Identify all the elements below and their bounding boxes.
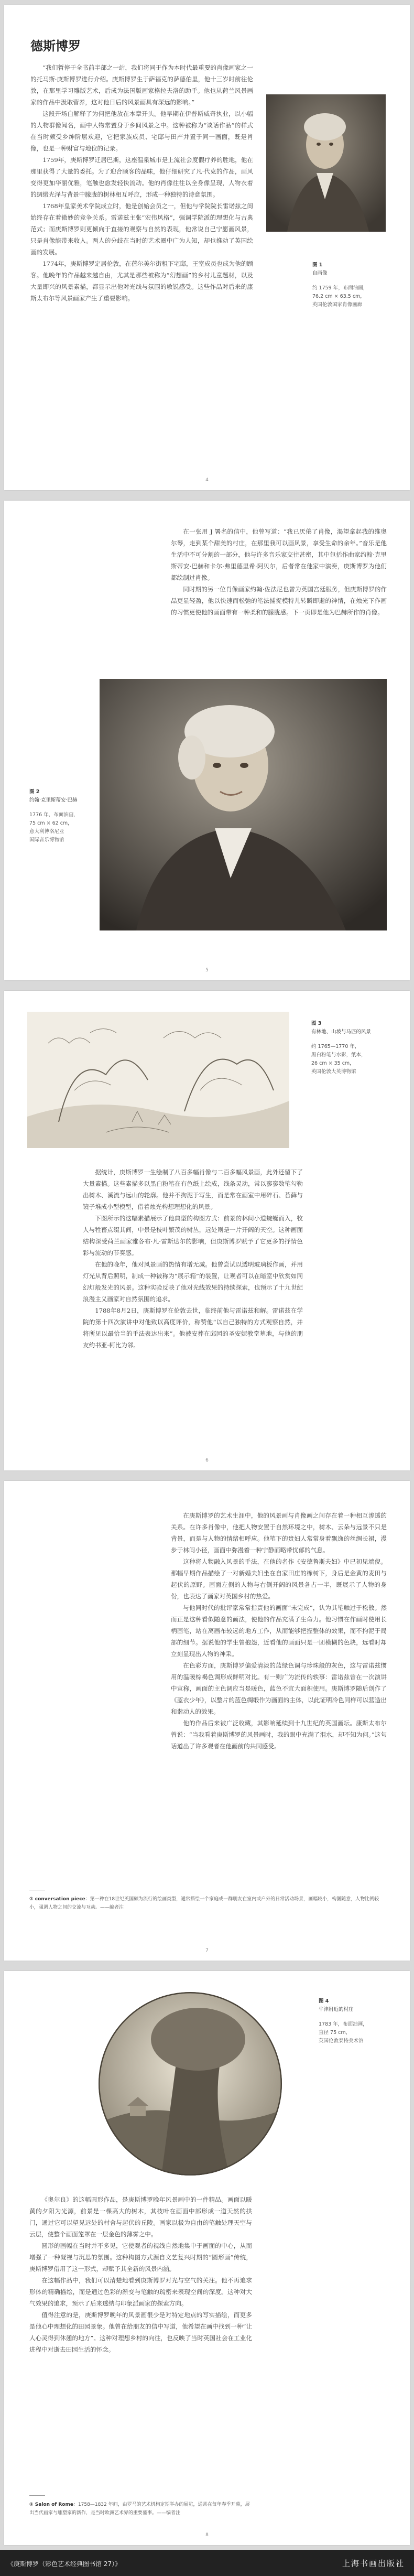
paragraph: 这种将人物融入风景的手法，在他的名作《安德鲁斯夫妇》中已初见端倪。那幅早期作品描绘了一对新婚夫妇坐在自家田庄的橡树下，身后是金黄的麦田与起伏的原野。画面左侧的人物与右侧开阔的风景各占一半，既展示了人物的身份，也表达了画家对英国乡村的热爱。	[171, 1558, 387, 1600]
footer-bar	[0, 2550, 414, 2576]
footnote-rule	[29, 2495, 45, 2496]
paragraph: 值得注意的是，庚斯博罗晚年的风景画很少是对特定地点的写实描绘，而更多是他心中理想化的田园景象。他曾在给朋友的信中写道，他希望在画中找到一种“让人心灵得到休憩的地方”。这种对理想乡村的向往，也反映了当时英国社会在工业化进程中对逝去田园生活的怀念。	[29, 2311, 252, 2353]
figure-meta: 1783 年，布面油画，	[319, 2021, 368, 2027]
figure-meta: 1776 年，布面油画，	[29, 812, 79, 818]
paragraph: 下图所示的这幅素描展示了他典型的构图方式：前景的林间小道蜿蜒而入，牧人与牲畜点缀其间，中景是枝叶繁茂的树丛，远处则是一片开阔的天空。这种画面结构深受荷兰画家雅各布·凡·雷斯达尔的影响，但庚斯博罗赋予了它更多的抒情色彩与流动的节奏感。	[83, 1215, 303, 1257]
figure-meta: 约 1765—1770 年，	[311, 1044, 360, 1049]
page-5	[4, 1971, 410, 2545]
paragraph: 《奥尔良》的这幅圆形作品，是庚斯博罗晚年风景画中的一件精品。画面以暖黄的夕阳为光源，前景是一棵高大的树木，其枝叶在画面中部形成一道天然的拱门，通过它可以望见远处的村舍与起伏的丘陵。画家以极为自由的笔触处理天空与云层，使整个画面笼罩在一层金色的薄雾之中。	[29, 2196, 252, 2238]
page-number: 6	[205, 1458, 209, 1463]
body-text	[171, 526, 387, 665]
paragraph: 在这幅作品中，我们可以清楚地看到庚斯博罗对光与空气的关注。他不再追求形体的精确描绘，而是通过色彩的渐变与笔触的疏密来表现空间的深度。这种对大气效果的追求，预示了后来透纳与印象派画家的探索方向。	[29, 2277, 252, 2307]
footnote-mark: ① Salon of Rome	[29, 2502, 73, 2507]
page-number: 5	[205, 968, 209, 973]
figure-meta: 75 cm × 62 cm，	[29, 820, 73, 826]
figure-caption	[29, 788, 95, 845]
figure-meta: 76.2 cm × 63.5 cm，	[312, 294, 365, 299]
page-3	[4, 991, 410, 1470]
paragraph: 同时期的另一位肖像画家约翰·佐法尼也曾为英国宫廷服务，但庚斯博罗的作品更显轻盈，他以快速而松弛的笔法捕捉模特儿转瞬即逝的神情，在烛光下作画的习惯更使他的画面带有一种柔和的朦胧感。下一页即是他为巴赫所作的肖像。	[171, 586, 387, 616]
figure-number: 图 4	[319, 1998, 329, 2004]
figure-caption	[311, 1020, 390, 1076]
figure-number: 图 3	[311, 1021, 322, 1026]
publisher-logo: 上海书画出版社	[342, 2559, 405, 2568]
paragraph: 圆形的画幅在当时并不多见，它使观者的视线自然地集中于画面的中心，从而增强了一种凝视与沉思的氛围。这种构图方式源自文艺复兴时期的“圆形画”传统，庚斯博罗借用了这一形式，却赋予其全新的风景内涵。	[29, 2242, 252, 2272]
paragraph: 这段开场白解释了为何把他放在本章开头。他早期在伊普斯威奇执业，以小幅的人物群像闻名，画中人物常置身于乡间风景之中。这种被称为“谈话作品”的样式在当时颇受乡绅阶层欢迎，它把家族成员、宅邸与田产并置于同一画面，既是肖像，也是一种财富与地位的记录。	[30, 110, 253, 152]
footnote-text: ：1758—1832 年间，由罗马的艺术机构定期举办的展览，通常在每年春季开幕，展出当代画家与雕塑家的新作，是当时欧洲艺术界的重要盛事。——编者注	[29, 2502, 250, 2516]
figure-meta: 意大利博洛尼亚	[29, 829, 64, 835]
figure-number: 图 1	[312, 262, 323, 268]
figure-meta: 黑白粉笔与水彩，纸本，	[311, 1052, 366, 1058]
paragraph: 据统计，庚斯博罗一生绘制了八百多幅肖像与二百多幅风景画，此外还留下了大量素描。这些素描多以黑白粉笔在有色纸上绘成，线条灵动，常以寥寥数笔勾勒出树木、溪流与远山的轮廓。他并不拘泥于写生，而是常在画室中用碎石、苔藓与镜子堆成小型模型，借着烛光构想理想化的风景。	[83, 1168, 303, 1210]
roundel-illustration	[99, 1992, 282, 2175]
figure-number: 图 2	[29, 789, 40, 795]
figure-title: 牛津附近的村庄	[319, 2007, 354, 2012]
body-text	[171, 1510, 387, 1879]
paragraph: 在他的晚年，他对风景画的热情有增无减。他曾尝试以透明玻璃板作画，并用灯光从背后照明，制成一种被称为“展示箱”的装置，让观者可以在暗室中欣赏如同幻灯般发光的风景。这种实验反映了他对光线效果的持续探索，也预示了十九世纪浪漫主义画家对自然氛围的追求。	[83, 1261, 303, 1303]
figure-title: 自画像	[312, 270, 328, 276]
figure-meta: 英国伦敦泰特美术馆	[319, 2038, 364, 2044]
page-4	[4, 1481, 410, 1961]
body-text	[83, 1166, 303, 1447]
paragraph: “我们暂停于全书前半部之一站，我们将同于作为本时代最重要的肖像画家之一的托马斯·庚斯博罗进行介绍。庚斯博罗生于萨福克的萨德伯里，他十三岁时前往伦敦，在那里学习雕版艺术，后成为法国版画家格拉夫洛的助手。他也从荷兰风景画家的作品中汲取营养，这对他日后的风景画具有深远的影响。”	[30, 64, 253, 106]
portrait-illustration	[100, 679, 387, 930]
figure-caption	[319, 1997, 392, 2045]
paragraph: 与他同时代的批评家常常指责他的画面“未完成”，认为其笔触过于松散。然而正是这种看似随意的画法，使他的作品充满了生命力。他习惯在作画时使用长柄画笔，站在离画布较远的地方工作，从而能够把握整体的效果，而不拘泥于局部的细节。据说他的学生曾抱怨，近看他的画面只是一团模糊的色块，远看时却立刻显现出人物的神采。	[171, 1604, 387, 1658]
footnote-text: ：第一种在18世纪英国颇为流行的绘画类型，通常描绘一个家庭或一群朋友在室内或户外的日常活动场景，画幅较小，构图随意，人物比例较小，强调人物之间的交流与互动。——编者注	[29, 1897, 379, 1910]
figure-meta: 约 1759 年，布面油画，	[312, 285, 368, 291]
page-number: 7	[205, 1948, 209, 1953]
paragraph: 1774年，庚斯博罗定居伦敦，在蓓尔美尔街租下宅邸，王室成员也成为他的顾客。他晚年的作品越来越自由，尤其是那些被称为“幻想画”的乡村儿童题材，以及大量即兴的风景素描，都显示出他对光线与氛围的敏锐感受。这些作品对后来的康斯太布尔等风景画家产生了重要影响。	[30, 260, 253, 302]
body-text	[30, 62, 253, 471]
chapter-title: 德斯博罗	[30, 39, 81, 53]
figure-meta: 英国伦敦国家肖像画廊	[312, 302, 363, 308]
footnote	[29, 1895, 386, 1912]
village-roundel-image	[99, 1992, 282, 2175]
paragraph: 在色彩方面，庚斯博罗偏爱清淡的蓝绿色调与珍珠般的灰色，这与雷诺兹惯用的温暖棕褐色调形成鲜明对比。有一则广为流传的轶事：雷诺兹曾在一次演讲中宣称，画面的主色调应当是暖色，蓝色不宜大面积使用。庚斯博罗随后创作了《蓝衣少年》，以整片的蓝色绸缎作为画面的主体，以此证明冷色同样可以营造出和谐动人的效果。	[171, 1662, 387, 1715]
portrait-illustration	[266, 94, 386, 232]
figure-meta: 26 cm × 35 cm，	[311, 1060, 355, 1066]
page-number: 4	[205, 478, 209, 483]
paragraph: 1788年8月2日，庚斯博罗在伦敦去世，临终前他与雷诺兹和解。雷诺兹在学院的第十四次演讲中对他致以高度评价，称赞他“以自己独特的方式观察自然，并将所见以最恰当的手法表达出来”。他被安葬在邱园的圣安妮教堂墓地，与他的朋友约书亚·柯比为邻。	[83, 1307, 303, 1349]
body-text	[29, 2194, 252, 2487]
figure-meta: 直径 75 cm，	[319, 2030, 351, 2036]
book-title: 《庚斯博罗（彩色艺术经典图书馆 27）》	[7, 2560, 122, 2568]
figure-meta: 国际音乐博物馆	[29, 837, 64, 843]
landscape-sketch-image	[27, 1012, 289, 1148]
sketch-illustration	[27, 1012, 289, 1148]
paragraph: 1759年，庚斯博罗迁居巴斯，这座温泉城市是上流社会度假疗养的胜地，他在那里获得了大量的委托。为了迎合顾客的品味，他仔细研究了凡·代克的作品，画风变得更加华丽优雅，笔触也愈发轻快流动。他的肖像往往以全身像呈现，人物衣着的绸缎光泽与背景中朦胧的树林相互呼应，形成一种独特的诗意氛围。	[30, 156, 253, 198]
figure-title: 约翰·克里斯蒂安·巴赫	[29, 797, 78, 803]
footnote	[29, 2501, 252, 2517]
paragraph: 他的作品后来被广泛收藏，其影响延续到十九世纪的英国画坛。康斯太布尔曾说：“当我看着庚斯博罗的风景画时，我的眼中充满了泪水，却不知为何。”这句话道出了许多观者在他画前的共同感受。	[171, 1719, 387, 1750]
figure-caption	[312, 261, 391, 309]
figure-title: 有林地、山坡与马匹的风景	[311, 1029, 372, 1035]
paragraph: 在一张用 J 署名的信中，他曾写道：“我已厌倦了肖像，渴望拿起我的维奥尔琴，走到某个甜美的村庄，在那里我可以画风景，享受生命的余年。”音乐是他生活中不可分割的一部分，他与许多音乐家交往甚密，其中包括作曲家约翰·克里斯蒂安·巴赫和卡尔·弗里德里希·阿贝尔，后者常在他家中演奏，庚斯博罗为他们都绘制过肖像。	[171, 528, 387, 581]
bach-portrait-image	[100, 679, 387, 930]
footnote-mark: ① conversation piece	[29, 1897, 85, 1902]
paragraph: 1768年皇家美术学院成立时，他是创始会员之一，但他与学院院长雷诺兹之间始终存在着微妙的竞争关系。雷诺兹主张“宏伟风格”，强调学院派的理想化与古典范式；而庚斯博罗则更倾向于直接的观察与自然的表现，他常说自己宁愿画风景，只是肖像能带来收入。两人的分歧在当时的艺术圈中广为人知，却也推动了英国绘画的发展。	[30, 202, 253, 256]
page-number: 8	[205, 2532, 209, 2538]
figure-meta: 英国伦敦大英博物馆	[311, 1069, 356, 1075]
self-portrait-image	[266, 94, 386, 232]
page-1	[4, 5, 410, 490]
paragraph: 在庚斯博罗的艺术生涯中，他的风景画与肖像画之间存在着一种相互渗透的关系。在许多肖像中，他把人物安置于自然环境之中，树木、云朵与远景不只是背景，而是与人物的情绪相呼应。他笔下的贵妇人常常身着飘逸的丝绸长裙，漫步于林间小径，画面中弥漫着一种宁静而略带忧郁的气息。	[171, 1512, 387, 1554]
page-2	[4, 501, 410, 980]
